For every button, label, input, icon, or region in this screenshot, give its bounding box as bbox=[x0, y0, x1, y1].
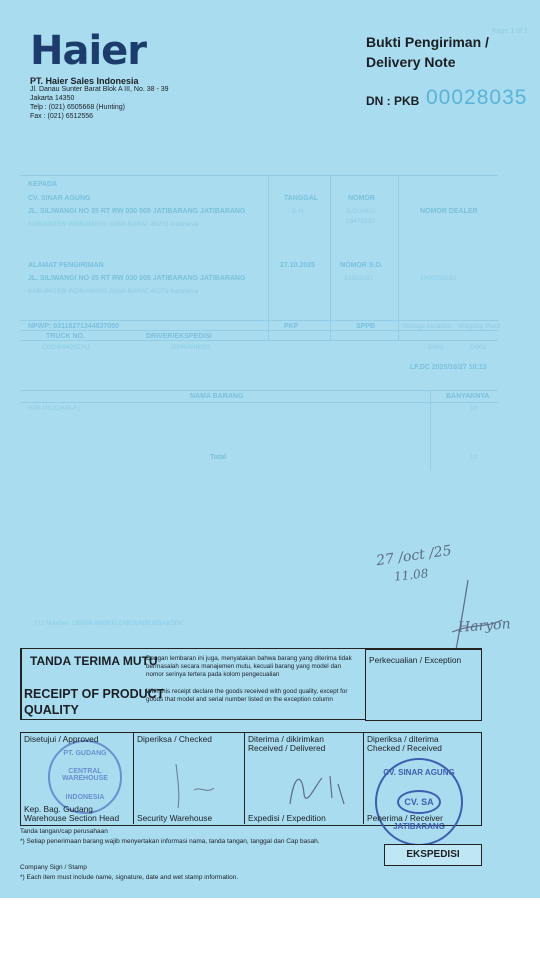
customer-stamp bbox=[375, 758, 463, 846]
customer-stamp-city: JATIBARANG bbox=[393, 822, 445, 831]
receipt-title bbox=[24, 686, 164, 718]
checked-label: Diperiksa / Checked bbox=[137, 734, 212, 744]
total-label: Total bbox=[210, 454, 227, 461]
shipping-address-label: ALAMAT PENGIRIMAN bbox=[28, 262, 104, 269]
dealer-label: NOMOR DEALER bbox=[420, 208, 478, 215]
do-number-value: 18478232 bbox=[346, 218, 375, 225]
shipping-time: LF.DC 2025/10/27 10:13 bbox=[410, 364, 487, 371]
table-line bbox=[330, 175, 331, 340]
truck-no-label: TRUCK NO. bbox=[46, 333, 85, 340]
warehouse-stamp-ring: PT. GUDANG bbox=[63, 750, 107, 757]
dn-label: DN : PKB bbox=[366, 94, 420, 108]
receiver-checked-label-id: Diperiksa / diterima bbox=[367, 734, 439, 744]
security-warehouse: Security Warehouse bbox=[137, 813, 213, 823]
item-quantity: 10 bbox=[470, 405, 478, 412]
warehouse-stamp-center: CENTRAL WAREHOUSE bbox=[62, 768, 108, 782]
dealer-number: 1000016232 bbox=[420, 275, 457, 282]
tanda-terima-text: Dengan lembaran ini juga, menyatakan bahwa barang yang diterima tidak bermasalah secara manajemen mutu, kecuali barang yang model dan nomor serinya tertera pada kolom pengecualian bbox=[146, 655, 352, 679]
dn-number: 00028035 bbox=[426, 86, 528, 109]
item-name-header: NAMA BARANG bbox=[190, 393, 244, 400]
table-line bbox=[20, 320, 498, 321]
customer-address: JL. SILIWANGI NO 35 RT RW 030 005 JATIBARANG JATIBARANG bbox=[28, 208, 246, 215]
footer-note: *) Setiap penerimaan barang wajib menyertakan informasi nama, tanda tangan, tanggal dan Cap basah. bbox=[20, 838, 320, 845]
driver-label: DRIVER/EKSPEDISI bbox=[146, 333, 212, 340]
receipt-title-line: QUALITY bbox=[24, 703, 79, 717]
received-label-en: Received / Delivered bbox=[248, 743, 326, 753]
ekspedisi-copy-label: EKSPEDISI bbox=[384, 844, 482, 866]
pkp-label: PKP bbox=[284, 323, 299, 330]
exception-label: Perkecualian / Exception bbox=[369, 655, 462, 665]
table-line bbox=[20, 390, 498, 391]
company-name: PT. Haier Sales Indonesia bbox=[30, 76, 139, 86]
warehouse-stamp bbox=[48, 740, 122, 814]
company-phone: Telp : (021) 6505668 (Hunting) bbox=[30, 104, 125, 111]
approved-label: Disetujui / Approved bbox=[24, 734, 99, 744]
receipt-title-line: RECEIPT OF PRODUCT bbox=[24, 687, 165, 701]
receipt-text: With this receipt declare the goods received with good quality, except for goods that model and serial number listed on the exception column bbox=[146, 688, 348, 704]
customer-name: CV. SINAR AGUNG bbox=[28, 195, 91, 202]
item-row: HJR-U12C(MS-F) bbox=[28, 405, 80, 412]
customer-stamp-center: CV. SA bbox=[397, 790, 441, 814]
so-number-label: NOMOR S.O. bbox=[340, 262, 383, 269]
serial-number-line: T.U Number: UBB8KABB8TLZABDUNBUKBAK5BK bbox=[34, 620, 184, 627]
signature-divider bbox=[363, 732, 364, 824]
date-value: 27.10.2025 bbox=[280, 262, 316, 269]
warehouse-section-head-id: Kep. Bag. Gudang bbox=[24, 804, 93, 814]
signature-scribble bbox=[430, 576, 510, 656]
doc-title-en: Delivery Note bbox=[366, 54, 456, 70]
footer-note: Company Sign / Stamp bbox=[20, 864, 87, 871]
signature-divider bbox=[133, 732, 134, 824]
footer-note: *) Each item must include name, signature, date and wet stamp information. bbox=[20, 874, 239, 881]
received-label-id: Diterima / dikirimkan bbox=[248, 734, 324, 744]
customer-address: KABUPATEN INDRAMAYU JAWA BARAT 45273 Indonesia bbox=[28, 221, 199, 228]
handwritten-signature: Haryon bbox=[457, 616, 512, 636]
truck-number: CDD/B9420ZYU bbox=[42, 344, 90, 351]
warehouse-stamp-city: INDONESIA bbox=[65, 794, 105, 801]
haier-logo: Haier bbox=[30, 28, 147, 74]
total-quantity: 10 bbox=[470, 454, 478, 461]
security-signature bbox=[170, 760, 230, 810]
quantity-header: BANYAKNYA bbox=[446, 393, 490, 400]
so-number: 83353181 bbox=[344, 275, 373, 282]
company-address-line: Jl. Danau Sunter Barat Blok A III, No. 38 - 39 bbox=[30, 86, 169, 93]
shipping-point-label: Shipping Point bbox=[458, 323, 500, 330]
page-number: Page 1 of 1 bbox=[492, 28, 528, 35]
sppb-label: SPPB bbox=[356, 323, 376, 330]
handwritten-time: 11.08 bbox=[393, 566, 429, 584]
footer-note: Tanda tangan/cap perusahaan bbox=[20, 828, 108, 835]
table-line bbox=[20, 175, 498, 176]
table-line bbox=[268, 175, 269, 340]
storage-location-value: D002 bbox=[428, 344, 444, 351]
kepada-label: KEPADA bbox=[28, 181, 58, 188]
do-number: D.O.VIEO bbox=[346, 208, 375, 215]
customer-stamp-ring: CV. SINAR AGUNG bbox=[383, 768, 455, 777]
dn-date-label: D.N bbox=[292, 208, 304, 215]
driver-name: JEPRANIESS bbox=[170, 344, 211, 351]
shipping-point-value: DS01 bbox=[470, 344, 487, 351]
company-fax: Fax : (021) 6512556 bbox=[30, 113, 94, 120]
company-address-line: Jakarta 14350 bbox=[30, 95, 75, 102]
table-line bbox=[20, 402, 498, 403]
signature-divider bbox=[244, 732, 245, 824]
warehouse-section-head: Warehouse Section Head bbox=[24, 813, 120, 823]
tanggal-label: TANGGAL bbox=[284, 195, 319, 202]
receiver-checked-label-en: Checked / Received bbox=[367, 743, 442, 753]
doc-title-id: Bukti Pengiriman / bbox=[366, 34, 489, 50]
npwp: NPWP: 03118271344837000 bbox=[28, 323, 120, 330]
expedition-label: Expedisi / Expedition bbox=[248, 813, 326, 823]
shipping-address: KABUPATEN INDRAMAYU JAWA BARAT 45273 Indonesia bbox=[28, 288, 199, 295]
receiver-label: Penerima / Receiver bbox=[367, 813, 443, 823]
table-line bbox=[430, 390, 431, 470]
handwritten-date: 27 /oct /25 bbox=[375, 542, 453, 570]
nomor-label: NOMOR bbox=[348, 195, 375, 202]
table-line bbox=[20, 330, 498, 331]
expedition-signature bbox=[280, 764, 360, 814]
tanda-terima-mutu: TANDA TERIMA MUTU bbox=[30, 654, 158, 668]
storage-location-label: Storage Location bbox=[402, 323, 452, 330]
shipping-address: JL. SILIWANGI NO 35 RT RW 030 005 JATIBARANG JATIBARANG bbox=[28, 275, 246, 282]
table-line bbox=[20, 340, 498, 341]
table-line bbox=[398, 175, 399, 340]
